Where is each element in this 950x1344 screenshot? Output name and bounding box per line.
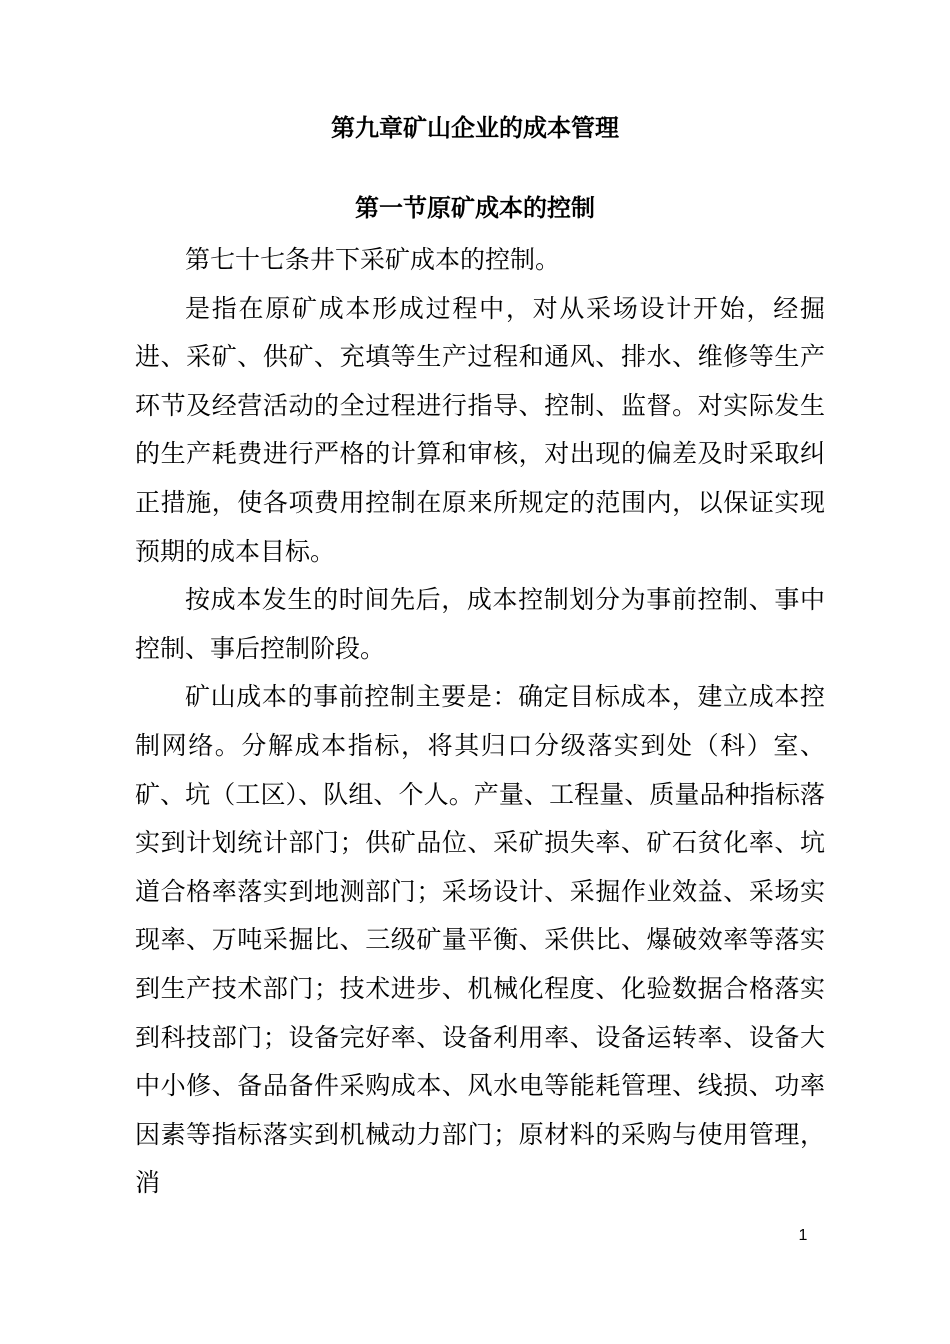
body-text [135, 236, 825, 1208]
paragraph-pre-control: 矿山成本的事前控制主要是：确定目标成本，建立成本控制网络。分解成本指标，将其归口分级落实到处（科）室、矿、坑（工区）、队组、个人。产量、工程量、质量品种指标落实到计划统计部门；供矿品位、采矿损失率、矿石贫化率、坑道合格率落实到地测部门；采场设计、采掘作业效益、采场实现率、万吨采掘比、三级矿量平衡、采供比、爆破效率等落实到生产技术部门；技术进步、机械化程度、化验数据合格落实到科技部门；设备完好率、设备利用率、设备运转率、设备大中小修、备品备件采购成本、风水电等能耗管理、线损、功率因素等指标落实到机械动力部门；原材料的采购与使用管理，消 [135, 682, 825, 1198]
paragraph-control-stages: 按成本发生的时间先后，成本控制划分为事前控制、事中控制、事后控制阶段。 [135, 585, 825, 663]
page-number: 1 [798, 1227, 808, 1244]
chapter-title: 第九章矿山企业的成本管理 [331, 114, 619, 142]
section-title: 第一节原矿成本的控制 [355, 194, 595, 222]
paragraph-article-77: 第七十七条井下采矿成本的控制。 [185, 245, 561, 274]
paragraph-definition: 是指在原矿成本形成过程中，对从采场设计开始，经掘进、采矿、供矿、充填等生产过程和通风、排水、维修等生产环节及经营活动的全过程进行指导、控制、监督。对实际发生的生产耗费进行严格的计算和审核，对出现的偏差及时采取纠正措施，使各项费用控制在原来所规定的范围内，以保证实现预期的成本目标。 [135, 293, 825, 566]
